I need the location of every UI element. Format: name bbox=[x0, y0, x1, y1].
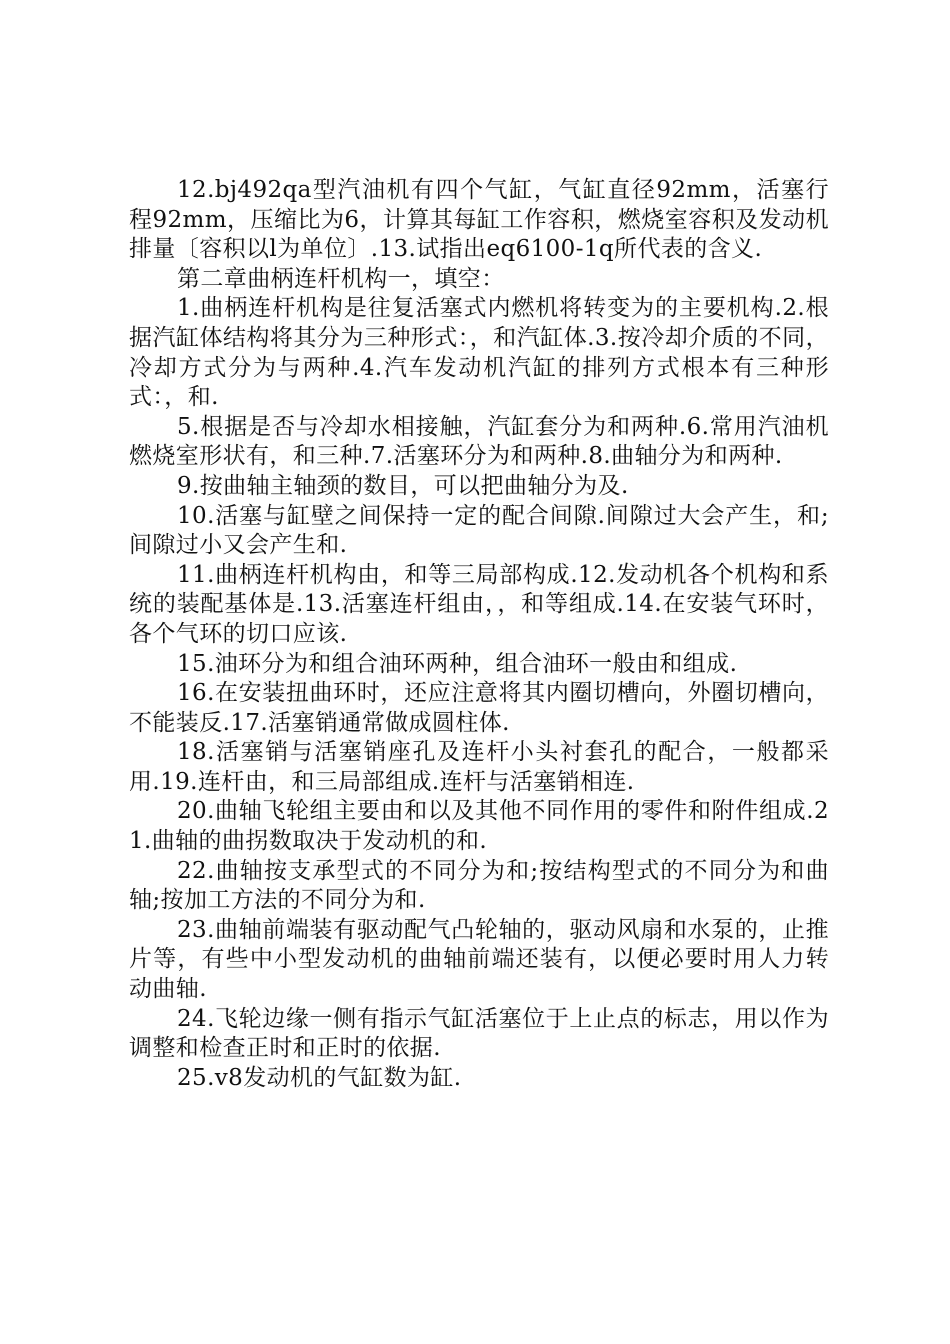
paragraph-q18-q19: 18.活塞销与活塞销座孔及连杆小头衬套孔的配合，一般都采用.19.连杆由，和三局部组成.连杆与活塞销相连. bbox=[129, 739, 829, 795]
paragraph-q22: 22.曲轴按支承型式的不同分为和;按结构型式的不同分为和曲轴;按加工方法的不同分为和. bbox=[129, 857, 829, 914]
paragraph-q5-q8: 5.根据是否与冷却水相接触，汽缸套分为和两种.6.常用汽油机燃烧室形状有，和三种.7.活塞环分为和两种.8.曲轴分为和两种. bbox=[129, 413, 829, 470]
paragraph-q23: 23.曲轴前端装有驱动配气凸轮轴的，驱动风扇和水泵的，止推片等，有些中小型发动机的曲轴前端还装有，以便必要时用人力转动曲轴. bbox=[129, 916, 829, 1003]
paragraph-q10: 10.活塞与缸壁之间保持一定的配合间隙.间隙过大会产生，和;间隙过小又会产生和. bbox=[129, 502, 829, 559]
paragraph-q12-q13: 12.bj492qa型汽油机有四个气缸，气缸直径92mm，活塞行程92mm，压缩比为6，计算其每缸工作容积，燃烧室容积及发动机排量〔容积以l为单位〕.13.试指出eq6100-1q所代表的含义. bbox=[129, 177, 829, 263]
paragraph-q20-q21: 20.曲轴飞轮组主要由和以及其他不同作用的零件和附件组成.21.曲轴的曲拐数取决于发动机的和. bbox=[129, 798, 829, 855]
paragraph-q24: 24.飞轮边缘一侧有指示气缸活塞位于上止点的标志，用以作为调整和检查正时和正时的依据. bbox=[129, 1005, 829, 1062]
paragraph-q15: 15.油环分为和组合油环两种，组合油环一般由和组成. bbox=[177, 650, 738, 677]
paragraph-q11-q14: 11.曲柄连杆机构由，和等三局部构成.12.发动机各个机构和系统的装配基体是.13.活塞连杆组由，，和等组成.14.在安装气环时，各个气环的切口应该. bbox=[129, 561, 829, 647]
paragraph-q1-q4: 1.曲柄连杆机构是往复活塞式内燃机将转变为的主要机构.2.根据汽缸体结构将其分为三种形式：，和汽缸体.3.按冷却介质的不同，冷却方式分为与两种.4.汽车发动机汽缸的排列方式根本有三种形式：，和. bbox=[129, 295, 829, 411]
chapter-heading: 第二章曲柄连杆机构一，填空： bbox=[177, 265, 505, 292]
document-page bbox=[129, 176, 829, 1093]
paragraph-q16-q17: 16.在安装扭曲环时，还应注意将其内圈切槽向，外圈切槽向，不能装反.17.活塞销通常做成圆柱体. bbox=[129, 680, 829, 736]
paragraph-q25: 25.v8发动机的气缸数为缸. bbox=[177, 1064, 462, 1091]
paragraph-q9: 9.按曲轴主轴颈的数目，可以把曲轴分为及. bbox=[177, 472, 629, 499]
